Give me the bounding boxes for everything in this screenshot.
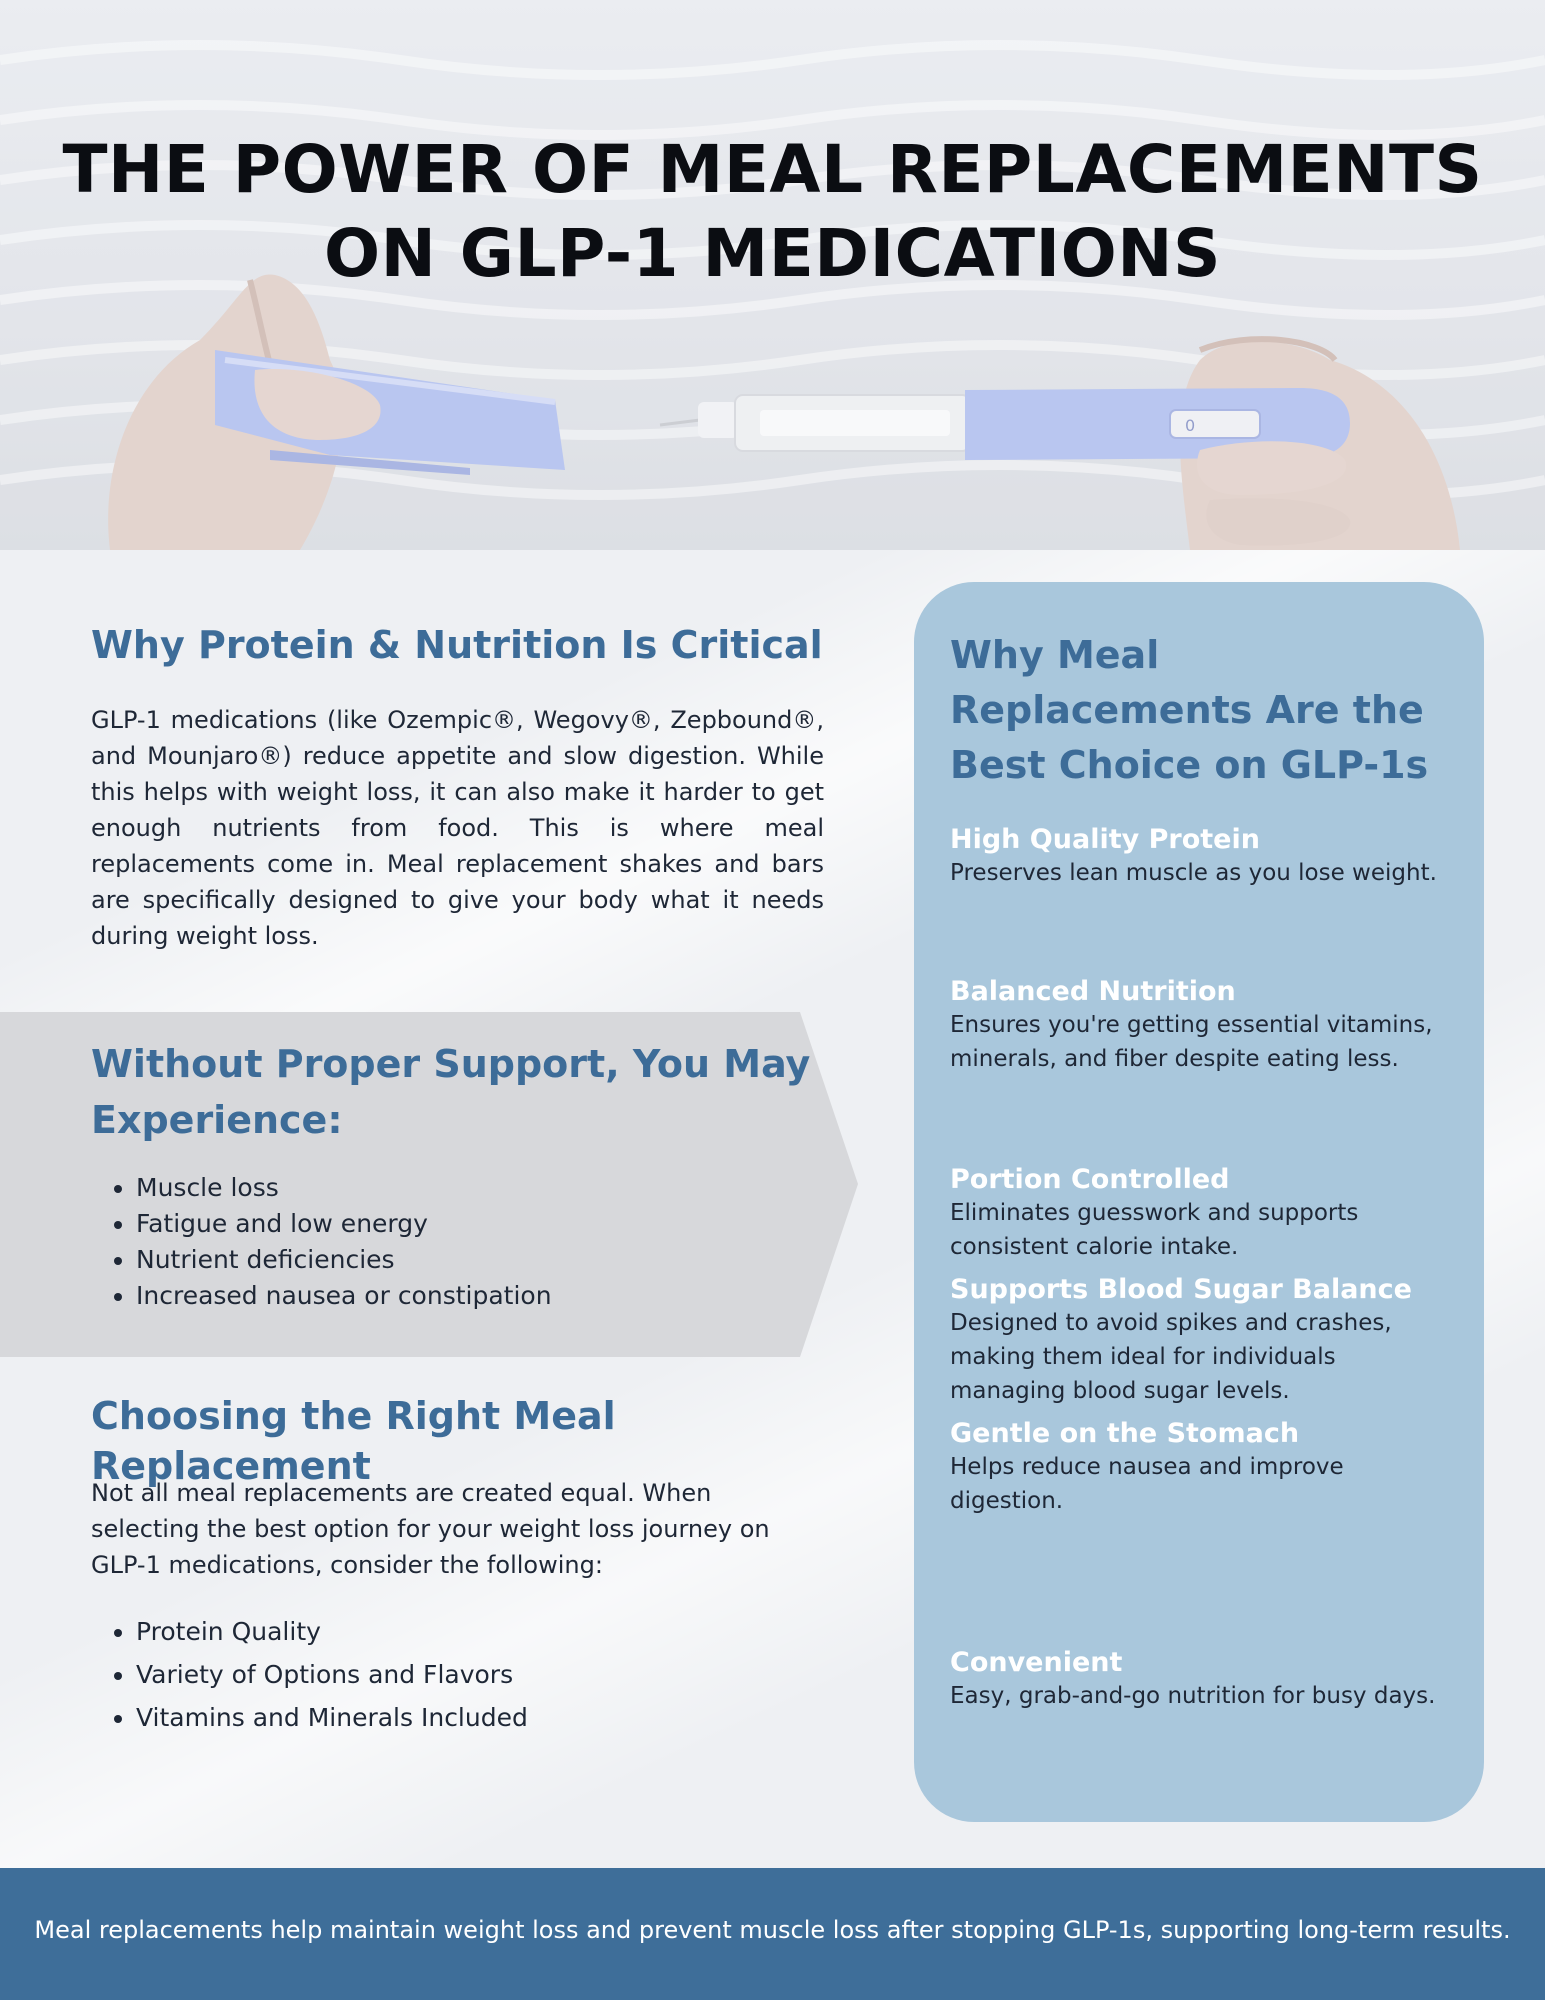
list-item: • Increased nausea or constipation bbox=[136, 1278, 816, 1314]
pen-dose-display: 0 bbox=[1185, 416, 1196, 435]
benefit-description: Eliminates guesswork and supports consistent calorie intake. bbox=[950, 1200, 1359, 1260]
benefit-title: Supports Blood Sugar Balance bbox=[950, 1274, 1412, 1305]
benefit-item bbox=[950, 1164, 1450, 1264]
support-heading-line-2: Experience: bbox=[91, 1098, 343, 1142]
benefit-description: Preserves lean muscle as you lose weight. bbox=[950, 860, 1437, 886]
list-item: • Vitamins and Minerals Included bbox=[136, 1696, 816, 1739]
benefit-description: Designed to avoid spikes and crashes, making them ideal for individuals managing blood sugar levels. bbox=[950, 1310, 1392, 1404]
support-section-heading bbox=[91, 1036, 831, 1148]
benefits-card bbox=[914, 582, 1484, 1822]
hero-banner bbox=[0, 0, 1545, 550]
support-risk-list bbox=[92, 1170, 816, 1314]
list-item: • Protein Quality bbox=[136, 1610, 816, 1653]
protein-section-heading: Why Protein & Nutrition Is Critical bbox=[91, 623, 823, 667]
choosing-section-body: Not all meal replacements are created equal. When selecting the best option for your weight loss journey on GLP-1 medications, consider the following: bbox=[91, 1479, 770, 1579]
page-title bbox=[0, 128, 1545, 296]
page-title-line-1: THE POWER OF MEAL REPLACEMENTS bbox=[62, 131, 1483, 208]
choosing-criteria-list bbox=[92, 1610, 816, 1739]
list-item: • Muscle loss bbox=[136, 1170, 816, 1206]
benefit-item bbox=[950, 1418, 1450, 1518]
benefit-title: Convenient bbox=[950, 1647, 1123, 1678]
benefits-card-title: Why Meal Replacements Are the Best Choice on GLP-1s bbox=[950, 633, 1429, 787]
benefit-title: High Quality Protein bbox=[950, 824, 1260, 855]
benefit-title: Gentle on the Stomach bbox=[950, 1418, 1300, 1449]
protein-section-body: GLP-1 medications (like Ozempic®, Wegovy®, Zepbound®, and Mounjaro®) reduce appetite and slow digestion. While this helps with weight loss, it can also make it harder to get enough nutrients from food. This is where meal replacements come in. Meal replacement shakes and bars are specifically designed to give your body what it needs during weight loss. bbox=[91, 706, 824, 950]
page-title-line-2: ON GLP-1 MEDICATIONS bbox=[323, 215, 1221, 292]
benefit-description: Easy, grab-and-go nutrition for busy days. bbox=[950, 1683, 1436, 1709]
footer-banner bbox=[0, 1868, 1545, 2000]
benefit-title: Portion Controlled bbox=[950, 1164, 1230, 1195]
benefit-title: Balanced Nutrition bbox=[950, 976, 1236, 1007]
benefit-item bbox=[950, 1647, 1450, 1713]
benefit-description: Helps reduce nausea and improve digestion. bbox=[950, 1454, 1344, 1514]
benefit-description: Ensures you're getting essential vitamins, minerals, and fiber despite eating less. bbox=[950, 1012, 1433, 1072]
list-item: • Nutrient deficiencies bbox=[136, 1242, 816, 1278]
choosing-section-heading: Choosing the Right Meal Replacement bbox=[91, 1394, 616, 1488]
benefit-item bbox=[950, 824, 1450, 890]
benefit-item bbox=[950, 1274, 1450, 1408]
support-heading-line-1: Without Proper Support, You May bbox=[91, 1042, 811, 1086]
benefit-item bbox=[950, 976, 1450, 1076]
list-item: • Fatigue and low energy bbox=[136, 1206, 816, 1242]
footer-text: Meal replacements help maintain weight loss and prevent muscle loss after stopping GLP-1s, supporting long-term results. bbox=[34, 1916, 1511, 1944]
list-item: • Variety of Options and Flavors bbox=[136, 1653, 816, 1696]
